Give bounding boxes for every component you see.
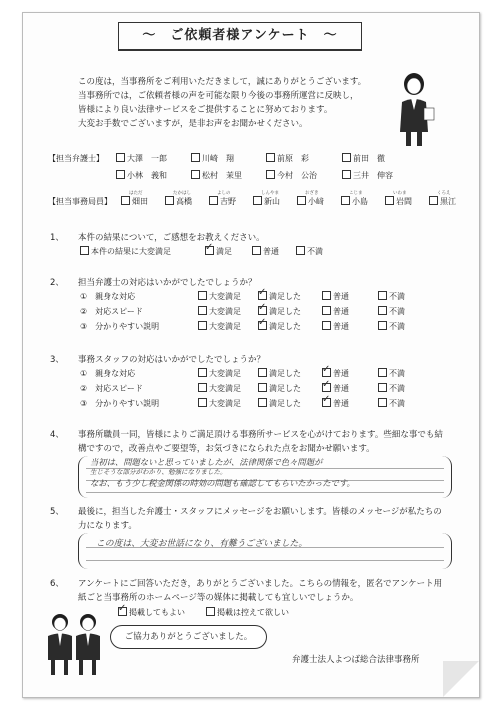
staff-option[interactable]: よしの 吉野	[209, 196, 236, 207]
q1-option[interactable]: 本件の結果に大変満足	[80, 246, 171, 257]
rating-option[interactable]: 大変満足	[198, 383, 241, 394]
page-curl	[443, 661, 479, 697]
checkbox[interactable]	[191, 153, 200, 162]
checkbox[interactable]	[258, 398, 267, 407]
checkbox[interactable]	[378, 368, 387, 377]
rating-option[interactable]: 不満	[378, 321, 405, 332]
firm-name: 弁護士法人よつば総合法律事務所	[292, 655, 420, 665]
checkbox[interactable]	[378, 306, 387, 315]
rating-option[interactable]: 不満	[378, 306, 405, 317]
checkbox[interactable]	[165, 196, 174, 205]
checkbox[interactable]	[116, 170, 125, 179]
checkbox[interactable]	[342, 153, 351, 162]
checkbox-checked[interactable]	[205, 246, 214, 255]
rating-row-label: ① 親身な対応	[80, 369, 136, 378]
ruby-text: いわま	[393, 191, 407, 196]
staff-option[interactable]: おざき 小﨑	[297, 196, 324, 207]
lawyer-option[interactable]: 三井 伸容	[342, 170, 393, 181]
checkbox[interactable]	[253, 196, 262, 205]
rating-option[interactable]: 満足した	[258, 368, 301, 379]
rating-row-label: ① 親身な対応	[80, 292, 136, 301]
lawyer-option[interactable]: 松村 茉里	[191, 170, 242, 181]
checkbox[interactable]	[258, 383, 267, 392]
rating-option[interactable]: 満足した	[258, 383, 301, 394]
checkbox[interactable]	[258, 368, 267, 377]
ruby-text: くろえ	[437, 191, 451, 196]
ruby-text: たかはし	[173, 191, 191, 196]
checkbox[interactable]	[266, 153, 275, 162]
q1-text: 本件の結果について，ご感想をお教えください。	[78, 233, 265, 243]
checkbox-checked[interactable]	[118, 607, 127, 616]
page-title: 〜 ご依頼者様アンケート 〜	[118, 22, 362, 51]
checkbox[interactable]	[80, 246, 89, 255]
lawyer-option[interactable]: 川崎 翔	[191, 153, 234, 164]
staff-option[interactable]: はただ 畑田	[121, 196, 148, 207]
rating-option[interactable]: 満足した	[258, 398, 301, 409]
checkbox[interactable]	[296, 246, 305, 255]
checkbox[interactable]	[322, 321, 331, 330]
checkbox[interactable]	[297, 196, 306, 205]
checkbox[interactable]	[198, 368, 207, 377]
rating-option[interactable]: ✓ 満足した	[258, 321, 301, 332]
q4-line: 事務所職員一同，皆様によりご満足頂ける事務所サービスを心がけております。些細な事でも結	[78, 430, 443, 440]
intro-line: 当事務所では，ご依頼者様の声を可能な限り今後の事務所運営に反映し，	[78, 91, 359, 101]
checkbox[interactable]	[385, 196, 394, 205]
ruby-text: しんやま	[261, 191, 279, 196]
ruby-text: よしの	[217, 191, 231, 196]
female-lawyer-illustration	[392, 70, 438, 150]
rating-option[interactable]: 不満	[378, 398, 405, 409]
checkbox[interactable]	[378, 321, 387, 330]
rule-line	[86, 560, 444, 561]
rating-option[interactable]: 大変満足	[198, 321, 241, 332]
checkbox[interactable]	[116, 153, 125, 162]
staff-section-label: 【担当事務局員】	[48, 197, 112, 206]
rating-option[interactable]: 普通	[322, 306, 349, 317]
q6-number: 6、	[50, 579, 64, 589]
ruby-text: おざき	[305, 191, 319, 196]
q5-number: 5、	[50, 507, 64, 517]
checkbox[interactable]	[252, 246, 261, 255]
rule-line	[86, 492, 444, 493]
rating-option[interactable]: ✓ 普通	[322, 398, 349, 409]
checkbox[interactable]	[378, 291, 387, 300]
checkbox[interactable]	[191, 170, 200, 179]
lawyer-option[interactable]: 前田 徹	[342, 153, 385, 164]
ruby-text: こじま	[349, 191, 363, 196]
q6-line: アンケートにご回答いただき，ありがとうございました。こちらの情報を，匿名でアンケート用	[78, 579, 443, 589]
rating-row-label: ② 対応スピード	[80, 384, 143, 393]
rating-option[interactable]: ✓ 満足した	[258, 306, 301, 317]
rating-option[interactable]: 普通	[322, 321, 349, 332]
rating-option[interactable]: ✓ 普通	[322, 368, 349, 379]
checkbox[interactable]	[198, 321, 207, 330]
rating-row-label: ③ 分かりやすい説明	[80, 322, 160, 331]
handwritten-line: 生じそうな部分がわかり、勉強になりました。	[90, 468, 227, 476]
staff-option[interactable]: しんやま 新山	[253, 196, 280, 207]
checkbox[interactable]	[341, 196, 350, 205]
q5-answer: この度は、大変お世話になり、有難うございました。	[96, 539, 308, 549]
lawyer-option[interactable]: 前原 彩	[266, 153, 309, 164]
intro-text	[78, 75, 366, 131]
checkbox[interactable]	[266, 170, 275, 179]
checkbox[interactable]	[206, 607, 215, 616]
q1-option[interactable]: 普通	[252, 246, 279, 257]
q5-line: 最後に，担当した弁護士・スタッフにメッセージをお願いします。皆様のメッセージが私たちの	[78, 507, 442, 517]
q3-number: 3、	[50, 355, 64, 365]
checkbox[interactable]	[198, 291, 207, 300]
q4-text	[78, 428, 443, 456]
lawyer-section-label: 【担当弁護士】	[48, 154, 104, 163]
q3-text: 事務スタッフの対応はいかがでしたでしょうか？	[78, 355, 266, 365]
q4-answer	[90, 457, 355, 489]
checkbox-checked[interactable]	[322, 383, 331, 392]
checkbox[interactable]	[342, 170, 351, 179]
q5-line: 力になります。	[78, 521, 137, 531]
checkbox[interactable]	[198, 383, 207, 392]
intro-line: 皆様により良い法律サービスをご提供することに努めております。	[78, 105, 333, 115]
checkbox[interactable]	[378, 398, 387, 407]
rating-option[interactable]: 大変満足	[198, 291, 241, 302]
rating-option[interactable]: ✓ 満足した	[258, 291, 301, 302]
q6-line: 紙ごと当事務所のホームページ等の媒体に掲載しても宜しいでしょうか。	[78, 593, 359, 603]
staff-option[interactable]: いわま 岩間	[385, 196, 412, 207]
q4-line: 構ですので，改善点やご要望等，お気づきになられた点をお聞かせ願います。	[78, 444, 375, 454]
checkbox-checked[interactable]	[258, 306, 267, 315]
staff-option[interactable]: こじま 小島	[341, 196, 368, 207]
rating-option[interactable]: 普通	[322, 291, 349, 302]
lawyer-option[interactable]: 今村 公治	[266, 170, 317, 181]
rating-option[interactable]: 不満	[378, 368, 405, 379]
checkbox-checked[interactable]	[322, 368, 331, 377]
ruby-text: はただ	[129, 191, 143, 196]
checkbox[interactable]	[322, 306, 331, 315]
checkbox-checked[interactable]	[258, 321, 267, 330]
handwritten-line: 当初は、問題ないと思っていましたが、法律関係で色々問題が	[90, 457, 323, 467]
staff-option[interactable]: くろえ 黒江	[429, 196, 456, 207]
q1-number: 1、	[50, 233, 64, 243]
thanks-bubble: ご協力ありがとうございました。	[110, 625, 267, 649]
checkbox[interactable]	[198, 398, 207, 407]
q6-option[interactable]: 掲載は控えて欲しい	[206, 607, 289, 618]
rating-option[interactable]: 大変満足	[198, 398, 241, 409]
intro-line: この度は，当事務所をご利用いただきまして，誠にありがとうございます。	[78, 77, 367, 87]
q1-option[interactable]: ✓ 満足	[205, 246, 232, 257]
q1-option[interactable]: 不満	[296, 246, 323, 257]
q2-text: 担当弁護士の対応はいかがでしたでしょうか？	[78, 278, 257, 288]
checkbox[interactable]	[121, 196, 130, 205]
rating-option[interactable]: ✓ 普通	[322, 383, 349, 394]
q6-option[interactable]: ✓掲載してもよい	[118, 607, 185, 618]
q5-text	[78, 505, 442, 533]
handwritten-line: なお、もう少し税金関係の時効の問題も確認してもらいたかったです。	[90, 478, 355, 488]
rating-option[interactable]: 不満	[378, 291, 405, 302]
q6-text	[78, 577, 442, 605]
checkbox-checked[interactable]	[322, 398, 331, 407]
q4-number: 4、	[50, 430, 64, 440]
male-lawyers-illustration	[42, 612, 108, 678]
rating-option[interactable]: 大変満足	[198, 368, 241, 379]
rating-option[interactable]: 不満	[378, 383, 405, 394]
lawyer-option[interactable]: 小林 義和	[116, 170, 167, 181]
checkbox[interactable]	[429, 196, 438, 205]
checkbox[interactable]	[378, 383, 387, 392]
rating-row-label: ② 対応スピード	[80, 307, 143, 316]
lawyer-option[interactable]: 大澤 一郎	[116, 153, 167, 164]
rating-row-label: ③ 分かりやすい説明	[80, 399, 160, 408]
checkbox[interactable]	[322, 291, 331, 300]
checkbox-checked[interactable]	[258, 291, 267, 300]
q2-number: 2、	[50, 278, 64, 288]
intro-line: 大変お手数でございますが，是非お声をお聞かせください。	[78, 119, 308, 129]
rating-option[interactable]: 大変満足	[198, 306, 241, 317]
checkbox[interactable]	[209, 196, 218, 205]
staff-option[interactable]: たかはし 高橋	[165, 196, 192, 207]
checkbox[interactable]	[198, 306, 207, 315]
